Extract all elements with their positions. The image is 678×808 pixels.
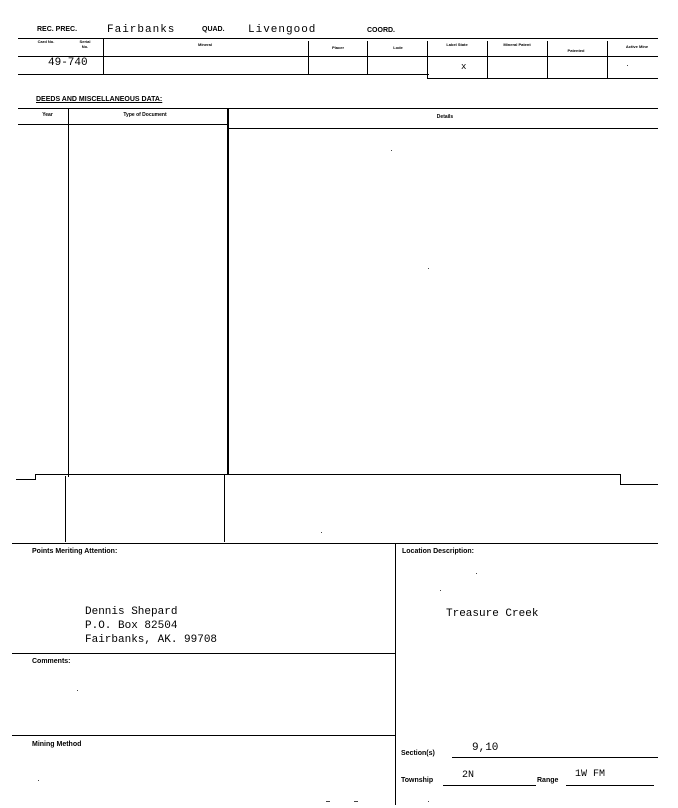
scan-speck <box>440 590 441 591</box>
col-year: Year <box>42 112 53 118</box>
range-value: 1W FM <box>575 769 606 780</box>
deeds-top-rule <box>18 108 658 109</box>
deeds-type-divider <box>227 109 229 475</box>
record-row-rule <box>18 74 429 75</box>
comments-label: Comments: <box>32 658 71 665</box>
township-underline <box>443 785 536 786</box>
col-details: Details <box>436 114 454 120</box>
record-header-rule <box>18 56 658 57</box>
scan-speck <box>627 65 628 66</box>
fold-line <box>620 484 658 485</box>
deeds-header-rule <box>18 124 228 125</box>
scan-speck <box>428 268 429 269</box>
quad-label: QUAD. <box>202 26 225 33</box>
col-patented: Patented <box>567 48 585 53</box>
range-underline <box>566 785 654 786</box>
record-divider <box>607 41 608 78</box>
range-label: Range <box>537 777 559 784</box>
label-state-mark: x <box>461 62 467 72</box>
fold-line <box>620 474 621 484</box>
coord-label: COORD. <box>367 27 395 34</box>
scan-speck <box>77 690 78 691</box>
comments-rule <box>12 653 395 654</box>
points-line-box: P.O. Box 82504 <box>85 620 178 632</box>
col-type-of-document: Type of Document <box>123 112 167 118</box>
scan-speck <box>38 780 39 781</box>
record-divider <box>308 41 309 75</box>
rec-prec-label: REC. PREC. <box>37 26 78 33</box>
location-label: Location Description: <box>402 548 474 555</box>
col-label-state: Label State <box>446 42 468 47</box>
township-label: Township <box>401 777 434 784</box>
col-mineral-patent: Mineral Patent <box>503 42 531 47</box>
header-rule <box>18 38 658 39</box>
scan-speck <box>476 573 477 574</box>
section-underline <box>452 757 658 758</box>
bottom-center-divider <box>395 543 396 805</box>
rec-prec-value: Fairbanks <box>107 24 176 36</box>
points-line-name: Dennis Shepard <box>85 606 178 618</box>
bottom-block-rule <box>12 543 658 544</box>
deeds-header-rule <box>228 128 658 129</box>
fold-line <box>35 474 36 479</box>
scan-speck <box>321 532 322 533</box>
scan-speck <box>391 150 392 151</box>
scan-speck <box>354 801 358 802</box>
lower-year-divider <box>65 476 66 542</box>
section-value: 9,10 <box>472 742 499 754</box>
mining-method-label: Mining Method <box>32 741 82 748</box>
col-card-no: Card No. <box>37 39 55 44</box>
card-no-value: 49-740 <box>48 57 88 69</box>
quad-value: Livengood <box>248 24 317 36</box>
col-active-mine: Active Mine <box>625 44 649 49</box>
location-value: Treasure Creek <box>446 608 539 620</box>
scan-speck <box>428 801 429 802</box>
col-serial-no: Serial No. <box>79 39 91 49</box>
record-divider <box>367 41 368 75</box>
mining-rule <box>12 735 395 736</box>
deeds-section-title: DEEDS AND MISCELLANEOUS DATA: <box>36 96 163 103</box>
scan-speck <box>326 801 330 802</box>
fold-line <box>36 474 620 475</box>
points-label: Points Meriting Attention: <box>32 548 118 555</box>
record-divider <box>103 39 104 75</box>
record-divider <box>487 41 488 78</box>
record-divider <box>427 41 428 78</box>
lower-type-divider <box>224 474 225 542</box>
col-placer: Placer <box>331 45 344 50</box>
record-divider <box>547 41 548 78</box>
fold-line <box>16 479 36 480</box>
col-lode: Lode <box>393 45 403 50</box>
col-mineral: Mineral <box>197 42 212 47</box>
township-value: 2N <box>462 770 475 781</box>
record-row-rule <box>427 78 658 79</box>
deeds-year-divider <box>68 109 69 477</box>
section-label: Section(s) <box>401 750 435 757</box>
points-line-city: Fairbanks, AK. 99708 <box>85 634 218 646</box>
